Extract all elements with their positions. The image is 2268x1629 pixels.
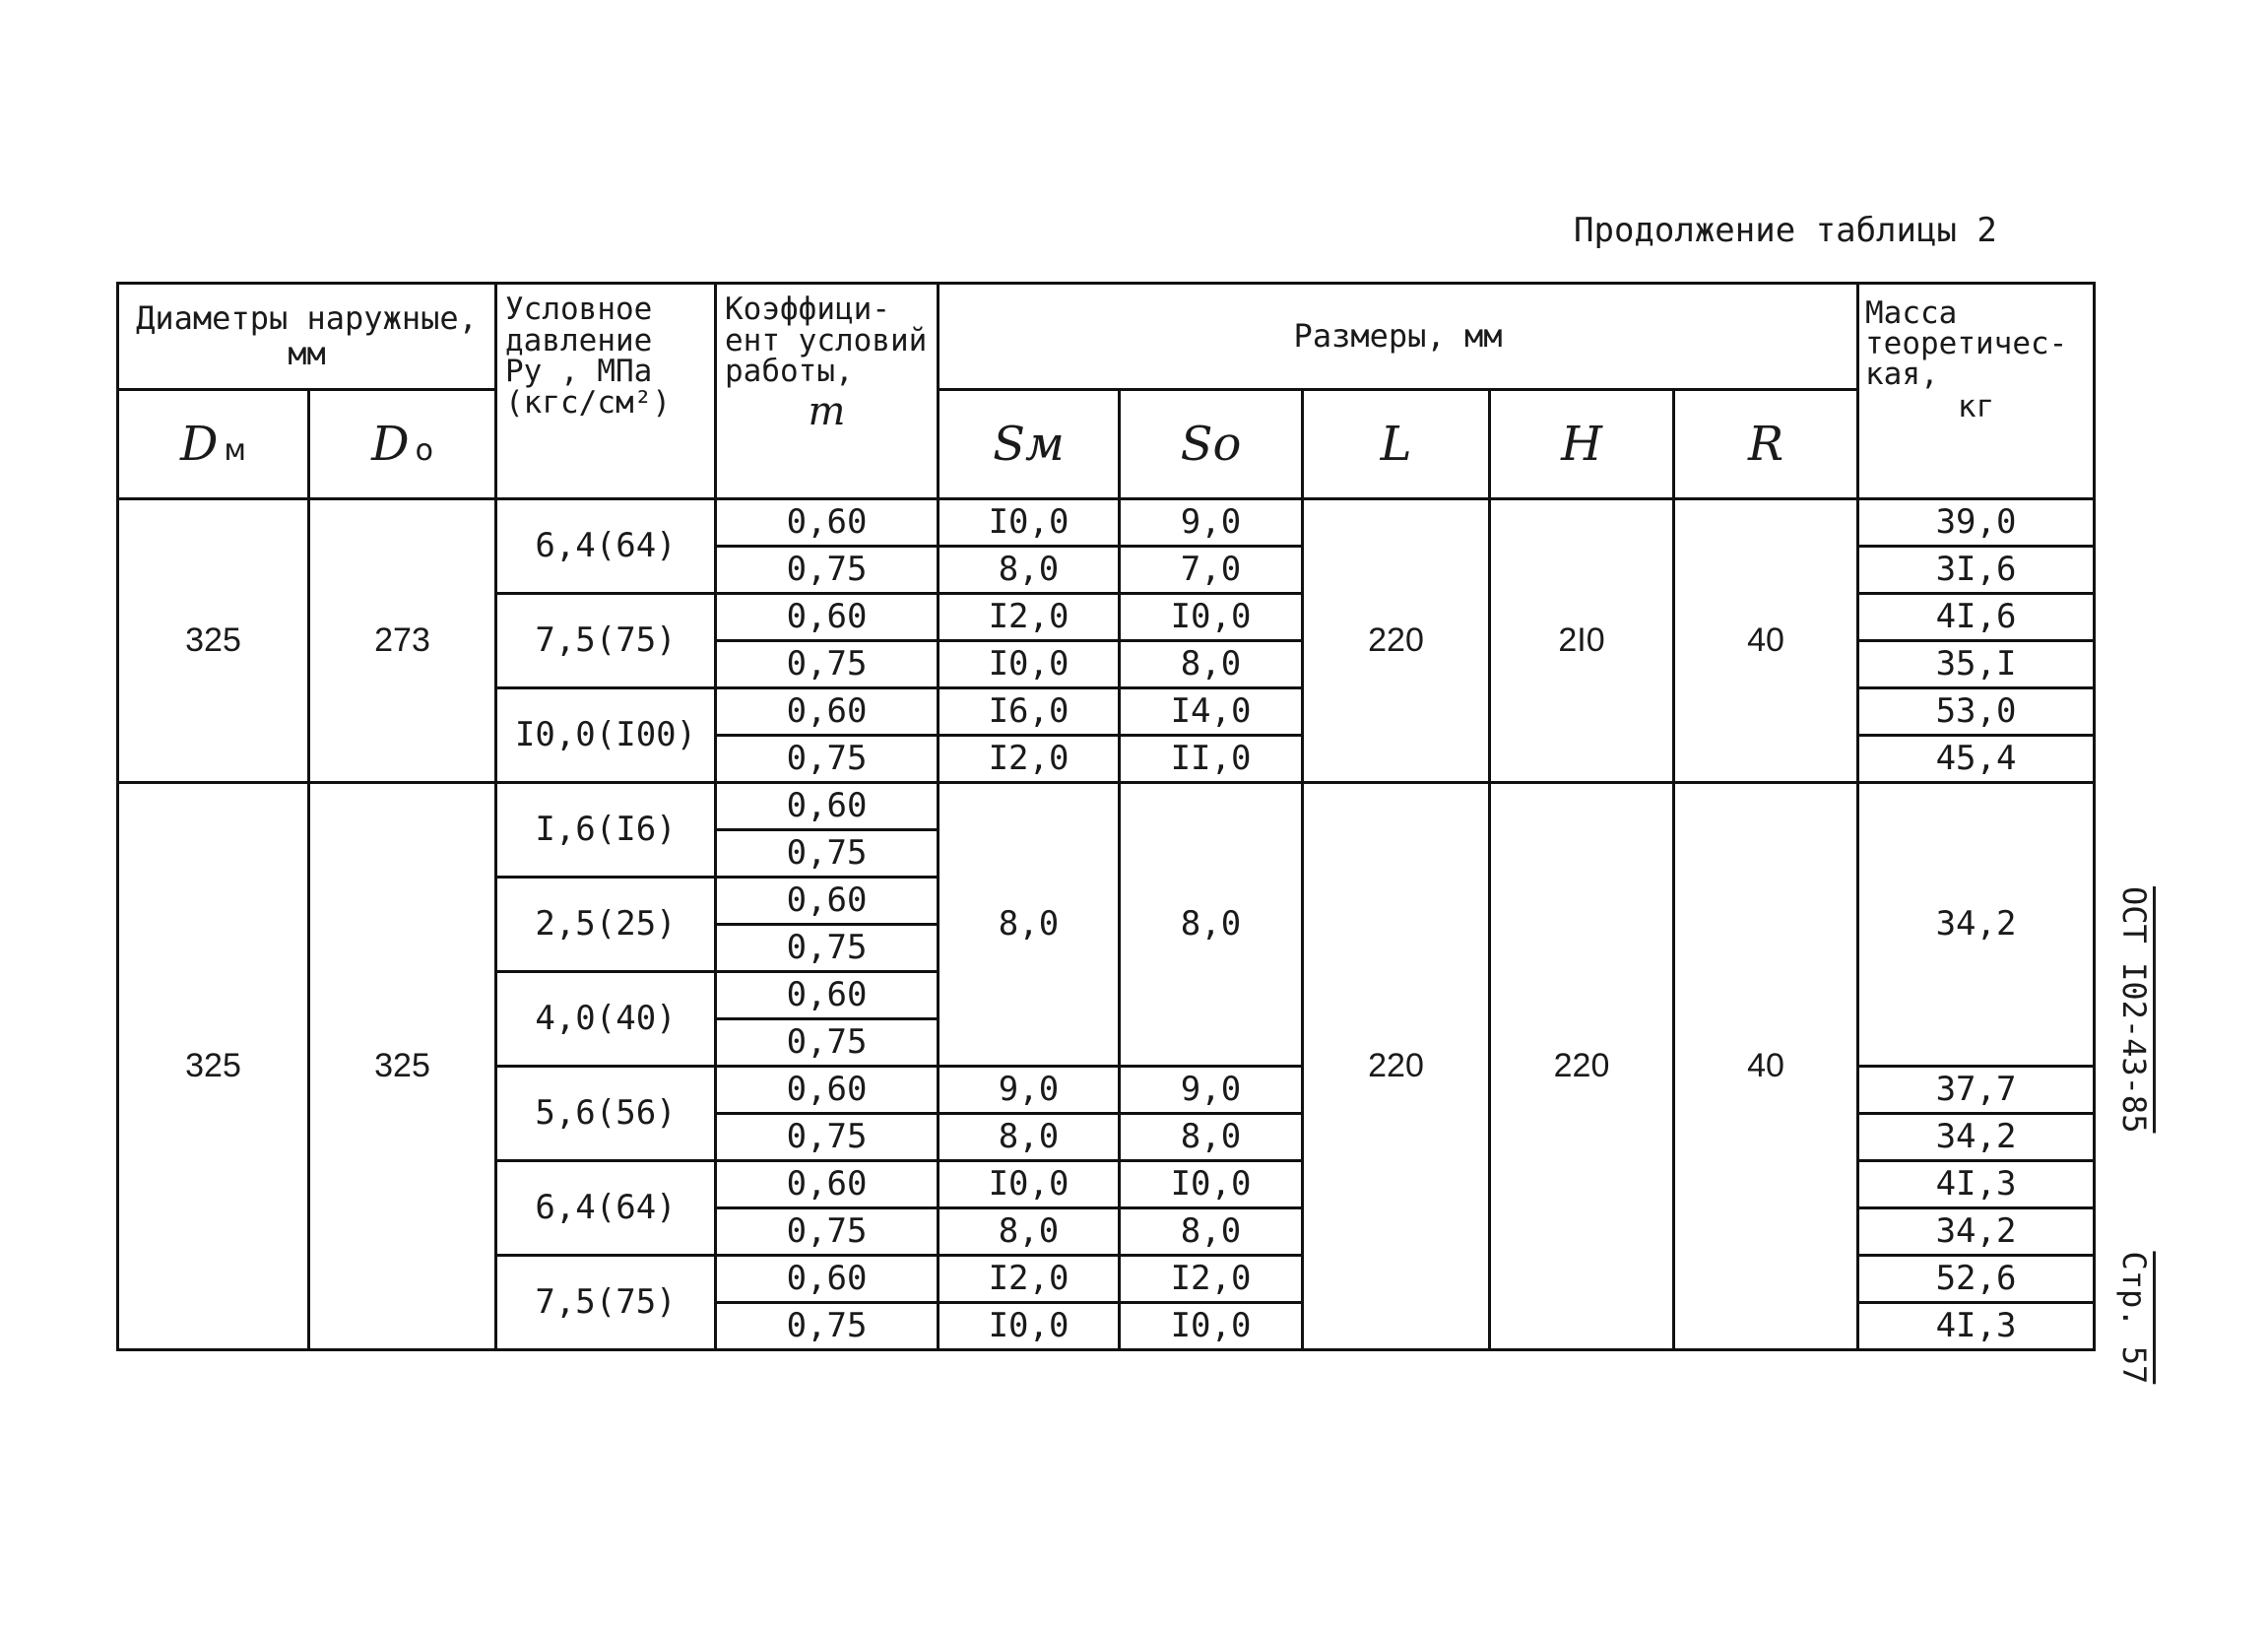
g2-so-7: 9,0 — [1120, 1067, 1303, 1114]
g1-do: 273 — [309, 499, 496, 783]
header-row-2 — [118, 390, 2095, 499]
g1-sm-1: I0,0 — [939, 499, 1120, 547]
g2-m-8: 0,75 — [716, 1114, 939, 1161]
g1-m-6: 0,75 — [716, 736, 939, 783]
g2-sm-9: I0,0 — [939, 1161, 1120, 1208]
header-dm — [118, 390, 309, 499]
g1-m-2: 0,75 — [716, 547, 939, 594]
g1-pressure-1: 6,4(64) — [496, 499, 716, 594]
g2-sm-8: 8,0 — [939, 1114, 1120, 1161]
header-dm-letter: D — [179, 416, 219, 472]
g1-dm: 325 — [118, 499, 309, 783]
g1-sm-3: I2,0 — [939, 594, 1120, 641]
g2-m-12: 0,75 — [716, 1303, 939, 1350]
header-dimensions: Размеры, мм — [939, 284, 1858, 390]
g2-so-12: I0,0 — [1120, 1303, 1303, 1350]
g1-mass-6: 45,4 — [1858, 736, 2095, 783]
page-number: Стр. 57 — [2115, 1251, 2153, 1385]
g1-sm-6: I2,0 — [939, 736, 1120, 783]
g2-r: 40 — [1674, 783, 1858, 1350]
header-r: R — [1674, 390, 1858, 499]
header-row-1 — [118, 284, 2095, 390]
g1-so-5: I4,0 — [1120, 688, 1303, 736]
g1-m-4: 0,75 — [716, 641, 939, 688]
g2-l: 220 — [1303, 783, 1490, 1350]
g2-mass-8: 34,2 — [1858, 1114, 2095, 1161]
header-mass — [1858, 284, 2095, 499]
g2-m-7: 0,60 — [716, 1067, 939, 1114]
standard-code: ОСТ I02-43-85 — [2115, 886, 2153, 1134]
g1-mass-2: 3I,6 — [1858, 547, 2095, 594]
g1-r: 40 — [1674, 499, 1858, 783]
g2-mass-shared: 34,2 — [1858, 783, 2095, 1067]
header-h: H — [1490, 390, 1674, 499]
g2-m-2: 0,75 — [716, 830, 939, 878]
g1-so-1: 9,0 — [1120, 499, 1303, 547]
header-coefficient-label: Коэффици- ент условий работы, — [725, 292, 928, 390]
header-coefficient — [716, 284, 939, 499]
g2-sm-10: 8,0 — [939, 1208, 1120, 1256]
g1-mass-1: 39,0 — [1858, 499, 2095, 547]
header-mass-label: Масса теоретичес- кая, — [1865, 295, 2068, 392]
g2-m-1: 0,60 — [716, 783, 939, 830]
g2-m-6: 0,75 — [716, 1019, 939, 1067]
g1-m-1: 0,60 — [716, 499, 939, 547]
table-caption: Продолжение таблицы 2 — [1574, 211, 1997, 250]
header-sm: Sм — [939, 390, 1120, 499]
g2-m-9: 0,60 — [716, 1161, 939, 1208]
header-mass-unit: кг — [1957, 389, 1995, 424]
header-l: L — [1303, 390, 1490, 499]
g2-m-3: 0,60 — [716, 878, 939, 925]
g2-so-10: 8,0 — [1120, 1208, 1303, 1256]
g2-sm-shared: 8,0 — [939, 783, 1120, 1067]
g2-so-shared: 8,0 — [1120, 783, 1303, 1067]
g2-mass-11: 52,6 — [1858, 1256, 2095, 1303]
g1-sm-2: 8,0 — [939, 547, 1120, 594]
header-so: Sо — [1120, 390, 1303, 499]
table-row — [118, 499, 2095, 547]
g2-pressure-4: 5,6(56) — [496, 1067, 716, 1161]
g2-pressure-6: 7,5(75) — [496, 1256, 716, 1350]
g2-do: 325 — [309, 783, 496, 1350]
g1-so-6: II,0 — [1120, 736, 1303, 783]
header-do-sub: о — [415, 432, 433, 468]
header-dm-sub: м — [224, 432, 247, 468]
header-coefficient-symbol: m — [808, 388, 846, 434]
g2-sm-7: 9,0 — [939, 1067, 1120, 1114]
g2-so-9: I0,0 — [1120, 1161, 1303, 1208]
g1-mass-3: 4I,6 — [1858, 594, 2095, 641]
g2-so-8: 8,0 — [1120, 1114, 1303, 1161]
header-do-letter: D — [371, 416, 410, 472]
g1-sm-4: I0,0 — [939, 641, 1120, 688]
g2-mass-7: 37,7 — [1858, 1067, 2095, 1114]
g1-pressure-3: I0,0(I00) — [496, 688, 716, 783]
g1-mass-4: 35,I — [1858, 641, 2095, 688]
g2-m-10: 0,75 — [716, 1208, 939, 1256]
g1-sm-5: I6,0 — [939, 688, 1120, 736]
g2-mass-9: 4I,3 — [1858, 1161, 2095, 1208]
g2-dm: 325 — [118, 783, 309, 1350]
g1-so-3: I0,0 — [1120, 594, 1303, 641]
side-document-code — [2104, 886, 2153, 1399]
g1-so-2: 7,0 — [1120, 547, 1303, 594]
g2-sm-12: I0,0 — [939, 1303, 1120, 1350]
g2-m-11: 0,60 — [716, 1256, 939, 1303]
g1-m-3: 0,60 — [716, 594, 939, 641]
g2-pressure-2: 2,5(25) — [496, 878, 716, 972]
header-do — [309, 390, 496, 499]
g2-m-5: 0,60 — [716, 972, 939, 1019]
g2-pressure-5: 6,4(64) — [496, 1161, 716, 1256]
g1-m-5: 0,60 — [716, 688, 939, 736]
g2-m-4: 0,75 — [716, 925, 939, 972]
header-diameters: Диаметры наружные, мм — [118, 284, 496, 390]
g2-sm-11: I2,0 — [939, 1256, 1120, 1303]
g1-so-4: 8,0 — [1120, 641, 1303, 688]
g2-so-11: I2,0 — [1120, 1256, 1303, 1303]
g1-h: 2I0 — [1490, 499, 1674, 783]
g1-pressure-2: 7,5(75) — [496, 594, 716, 688]
g2-mass-12: 4I,3 — [1858, 1303, 2095, 1350]
spec-table — [116, 282, 2096, 1351]
g2-pressure-3: 4,0(40) — [496, 972, 716, 1067]
g2-pressure-1: I,6(I6) — [496, 783, 716, 878]
g1-mass-5: 53,0 — [1858, 688, 2095, 736]
g1-l: 220 — [1303, 499, 1490, 783]
g2-mass-10: 34,2 — [1858, 1208, 2095, 1256]
g2-h: 220 — [1490, 783, 1674, 1350]
table-row — [118, 783, 2095, 830]
header-pressure: Условное давление Py , МПа (кгс/см²) — [496, 284, 716, 499]
